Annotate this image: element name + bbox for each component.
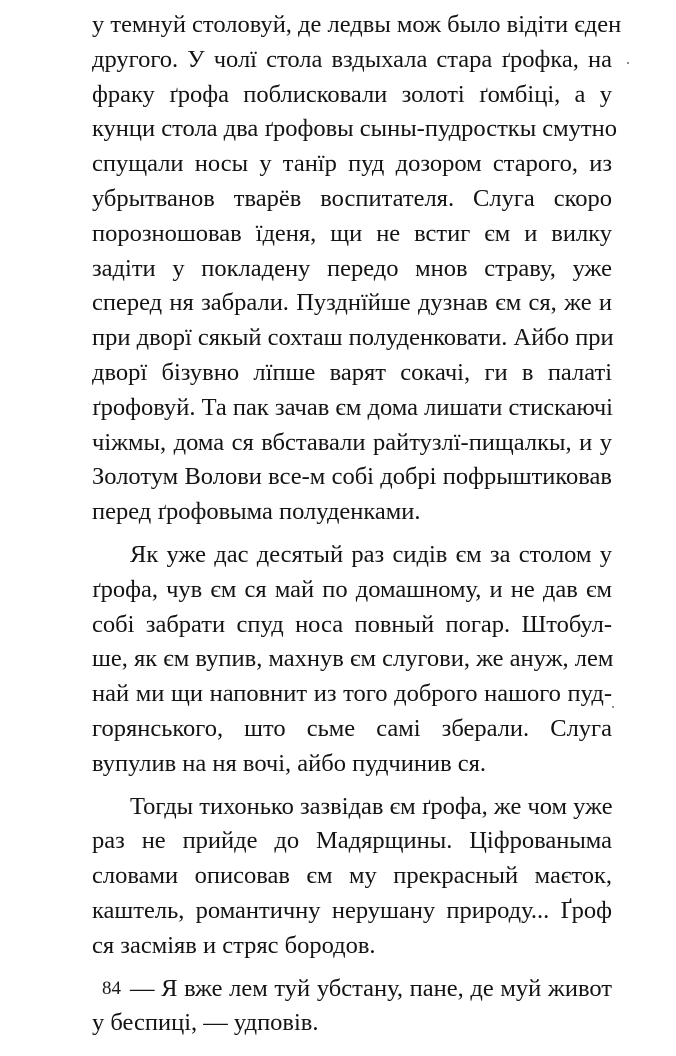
text-line: най ми щи наповнит из того доброго нашого пуд- bbox=[92, 680, 612, 708]
paragraph-gap bbox=[92, 964, 612, 972]
text-line: дворї бізувно лїпше варят сокачі, ги в палаті bbox=[92, 358, 612, 386]
body-text bbox=[92, 8, 622, 1041]
paragraph-3 bbox=[92, 790, 612, 964]
text-line: перед ґрофовыма полуденками. bbox=[92, 498, 421, 526]
text-line: кунци стола два ґрофовы сыны-пудросткы смутно bbox=[92, 115, 617, 143]
text-line: убрытванов тварёв воспитателя. Слуга скоро bbox=[92, 184, 612, 212]
page-number: 84 bbox=[102, 978, 121, 999]
paragraph-1 bbox=[92, 8, 622, 530]
text-line: ся засміяв и стряс бородов. bbox=[92, 931, 376, 959]
paragraph-4 bbox=[92, 972, 612, 1042]
text-line: чіжмы, дома ся вбставали райтузлї-пищалкы, и у bbox=[92, 428, 612, 456]
text-line: ґрофа, чув єм ся май по домашному, и не дав єм bbox=[92, 575, 612, 603]
text-line: собі забрати спуд носа повный погар. Штобул- bbox=[92, 610, 612, 638]
text-line: Тогды тихонько зазвідав єм ґрофа, же чом уже bbox=[130, 792, 613, 820]
text-line: вупулив на ня вочі, айбо пудчинив ся. bbox=[92, 749, 487, 777]
text-line: горянського, што сьме самі зберали. Слуга bbox=[92, 714, 612, 742]
text-line: фраку ґрофа поблисковали золоті ґомбіці, а у bbox=[92, 80, 612, 108]
text-line: Золотум Волови все-м собі добрі пофрыштиковав bbox=[92, 463, 612, 491]
text-line: у беспиці, — удповів. bbox=[92, 1009, 319, 1037]
text-line: у темнуй столовуй, де ледвы мож было відіти єден bbox=[92, 11, 622, 38]
paragraph-gap bbox=[92, 530, 612, 538]
text-line: при дворї сякый сохташ полуденковати. Айбо при bbox=[92, 324, 614, 352]
text-line: каштель, романтичну нерушану природу... Ґроф bbox=[92, 896, 612, 924]
text-line: задіти у покладену передо мнов страву, уже bbox=[92, 254, 612, 282]
scan-speck bbox=[612, 706, 614, 708]
text-line: ґрофовуй. Та пак зачав єм дома лишати стискаючі bbox=[92, 393, 613, 421]
text-line: — Я вже лем туй убстану, пане, де муй живот bbox=[130, 974, 612, 1002]
text-line: словами описовав єм му прекрасный маєток, bbox=[92, 862, 612, 890]
text-line: Як уже дас десятый раз сидів єм за столом у bbox=[130, 540, 612, 568]
text-line: порозношовав їденя, щи не встиг єм и вилку bbox=[92, 219, 612, 247]
text-line: сперед ня забрали. Пузднїйше дузнав єм ся, же и bbox=[92, 289, 612, 317]
paragraph-2 bbox=[92, 538, 612, 782]
text-line: ше, як єм вупив, махнув єм слугови, же ануж, лем bbox=[92, 645, 614, 673]
scan-speck bbox=[627, 62, 629, 64]
text-line: раз не прийде до Мадярщины. Ціфрованыма bbox=[92, 827, 612, 855]
text-line: другого. У чолї стола вздыхала стара ґрофка, на bbox=[92, 45, 612, 73]
paragraph-gap bbox=[92, 782, 612, 790]
text-line: спущали носы у танїр пуд дозором старого, из bbox=[92, 150, 612, 178]
